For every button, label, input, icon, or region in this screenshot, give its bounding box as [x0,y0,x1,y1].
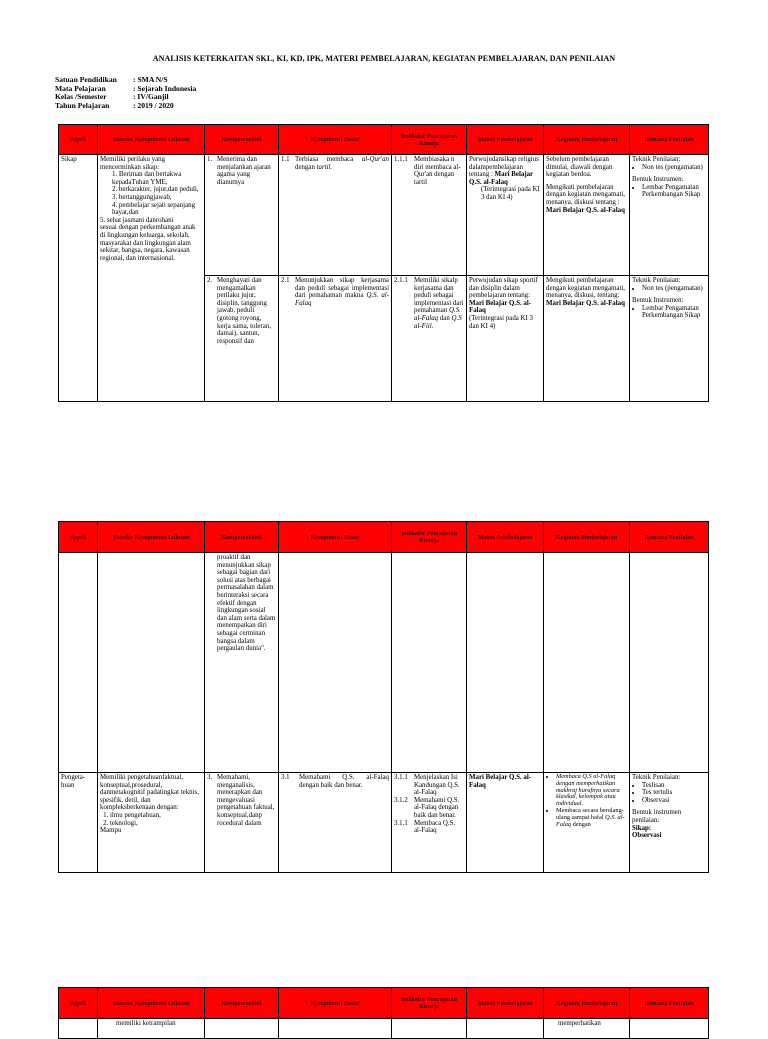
cell-penilaian [630,1019,709,1039]
kegiatan-bold: Mari Belajar Q.S. al-Falaq [546,299,625,307]
ipk-text: Menjelaskan Isi Kandungan Q.S. al-Falaq [414,774,460,797]
header-kd: Kompetensi Dasar [279,522,392,553]
ipk-text: Membiasaka n diri membaca al-Qur'an dengan tartil [414,156,461,186]
header-aspek: Aspek [59,522,98,553]
meta-value: : SMA N/S [133,75,168,84]
cell-penilaian [630,773,709,873]
penilaian-item: • Non tes (pengamatan) [642,285,706,293]
kd-text-italic: tartil. [316,163,333,171]
ipk-text-part: Memiliki sikalp kerjasama dan peduli sebagai implementasi dari pemahaman [414,277,464,315]
header-row [59,988,709,1019]
meta-label: Mata Pelajaran [55,83,106,93]
cell-ipk [392,276,467,402]
cell-kegiatan: memperhatikan [544,1019,630,1039]
kegiatan-text: dengan [571,820,591,828]
ipk-text-italic: Q.S al-Fiil. [414,314,462,330]
cell-skl [98,155,205,402]
cell-materi: Mari Belajar Q.S. al-Falaq [467,773,544,873]
kd-text [295,156,389,171]
materi-text: Perwujudan sikap sportif dan disiplin dalam pembelajaran tentang: [469,277,538,300]
cell-kegiatan [544,773,630,873]
ki-number: 1. [207,156,213,163]
ipk-text: Membaca Q.S. al-Falaq [414,819,456,835]
header-materi: Materi Pembelajaran [467,522,544,553]
ipk-text-part: dan [438,314,452,322]
kegiatan-text: Mengikuti pembelajaran dengan kegiatan mengamati, menanya, diskusi tentang : [546,183,626,206]
meta-label: Satuan Pendidikan [55,75,117,84]
header-materi: Materi Pembelajaran [467,125,544,155]
cell-kd [279,155,392,276]
cell-ki [205,773,279,873]
ipk-number: 3.1.1 [394,819,408,827]
kegiatan-text: Mengikuti pembelajaran dengan kegiatan mengamati, menanya, diskusi, tentang: [546,277,626,300]
meta-label: Tahun Pelajaran [55,100,110,110]
header-skl: Standar Kompetensi Lulusan [98,522,205,553]
skl-item: 4. pembelajar sejati sepanjang hayat,dan [112,201,196,217]
skl-tail: sesuai dengan perkembangan anak di lingkungan keluarga, sekolah, masyarakat dan lingkungan alam sekitar, bangsa, negara, kawasan regional, dan internasional. [100,224,196,262]
penilaian-item: • Observasi [642,797,706,805]
cell-materi [467,155,544,276]
penilaian-bold: Observasi [632,832,662,840]
skl-item: 2. teknologi, [110,820,202,828]
cell-ipk [392,773,467,873]
kegiatan-italic: Q.S. al-Falaq [556,813,625,828]
penilaian-item: • Lembar Pengamatan Perkembangan Sikap [642,305,706,320]
meta-row [55,102,196,111]
penilaian-label: Bentuk Instrumen: [632,297,684,305]
cell-kegiatan [544,155,630,276]
ki-text: Menerima dan menjalankan ajaran agama yang dianutnya [217,156,271,186]
ipk-text [414,277,464,330]
cell-kd [279,773,392,873]
cell-ki [205,155,279,276]
cell-ipk [392,1019,467,1039]
penilaian-label: Teknik Penilaian: [632,156,681,163]
cell-kd [279,1019,392,1039]
ipk-number: 3.1.1 [394,774,408,781]
header-row [59,522,709,553]
meta-block [55,76,196,110]
cell-kegiatan [544,553,630,773]
cell-ipk [392,155,467,276]
skl-intro: Memiliki perilaku yang mencerminkan sikap: [100,156,166,171]
cell-kegiatan [544,276,630,402]
header-ipk: Indikator Pencapaian Kinerja [392,988,467,1019]
cell-ki [205,276,279,402]
materi-note: (Terintegrasi pada KI 3 dan KI 4) [469,314,533,330]
cell-materi [467,553,544,773]
materi-bold: Mari Belajar Q.S. al-Falaq [469,171,533,186]
cell-penilaian [630,155,709,276]
header-ipk: Indikator Pencapaian Kinerja [392,125,467,155]
analysis-table-1 [58,124,709,402]
ipk-text: Memahami Q.S. al-Falaq dengan baik dan benar. [414,796,460,819]
header-materi: Materi Pembelajaran [467,988,544,1019]
skl-item: 1. Beriman dan bertakwa kepadaTuhan YME, [112,171,182,186]
cell-skl [98,773,205,873]
table-row [59,553,709,773]
header-skl: Standar Kompetensi Lulusan [98,125,205,155]
header-kd: Kompetensi Dasar [279,988,392,1019]
skl-text: Memiliki pengetahuanfaktual, konseptual,prosedural, danmetakognitif padatingkat teknis, spesifik, detil, dan kompleksberkenaan dengan: [100,774,199,812]
cell-ki: proaktif dan menunjukkan sikap sebagai bagian dari solusi atas berbagai permasalahan dalam berinteraksi secara efektif dengan lingkungan sosial dan alam serta dalam menempatkan diri sebagai cerminan bangsa dalam pergaulan dunia". [205,553,279,773]
kegiatan-item [556,808,627,828]
kd-number: 2.1 [281,277,290,284]
header-penilaian: Rencana Penilaian [630,988,709,1019]
meta-value: : Sejarah Indonesia [133,83,197,93]
meta-label: Kelas /Semester [55,92,107,102]
header-kd: Kompetensi Dasar [279,125,392,155]
meta-value: : IV/Ganjil [133,92,169,102]
kd-text-italic: Q.S. al-Falaq [295,292,389,307]
kd-text [295,277,389,307]
header-penilaian: Rencana Penilaian [630,125,709,155]
table-row [59,1019,709,1039]
kegiatan-bold: Mari Belajar Q.S. al-Falaq [546,206,625,214]
cell-skl [98,553,205,773]
penilaian-item: • Non tes (pengamatan) [642,164,706,172]
cell-kd [279,553,392,773]
meta-value: : 2019 / 2020 [133,100,174,110]
header-kegiatan: Kegiatan Pembelajaran [544,988,630,1019]
kd-text-part: Menunjukkan sikap kerjasama dan peduli sebagai implementasi dari pemahaman makna [295,277,389,300]
cell-ki [205,1019,279,1039]
skl-tail: Mampu [100,827,122,835]
ipk-number: 1.1.1 [394,156,408,163]
penilaian-label: Teknik Penilaian: [632,774,681,781]
penilaian-bold: Sikap: [632,824,652,832]
skl-item: 5. sehat jasmani danrohani [100,216,174,224]
header-kegiatan: Kegiatan Pembelajaran [544,125,630,155]
cell-materi [467,1019,544,1039]
penilaian-item: • Lembar Pengamatan Perkembangan Sikap [642,184,706,199]
header-ki: Kompetensiinti [205,522,279,553]
penilaian-label: Teknik Penilaian: [632,277,681,284]
penilaian-item: • Tes tertulis [642,789,706,797]
materi-note: (Terintegrasi pada KI 3 dan KI 4) [481,186,540,201]
header-row [59,125,709,155]
table-row [59,773,709,873]
header-kegiatan: Kegiatan Pembelajaran [544,522,630,553]
kd-number: 1.1 [281,156,290,163]
ki-number: 3. [207,774,213,781]
skl-item: 3. bertanggungjawab, [112,193,172,201]
header-penilaian: Rencana Penilaian [630,522,709,553]
ki-text: Menghayati dan mengamalkan perilaku jujur, disiplin, tanggung jawab, peduli (gotong royong, kerja sama, toleran, damai), santun, responsif dan [217,277,271,345]
kegiatan-text: Membaca secara berulang-ulang sampai hafal [556,806,624,821]
cell-skl: memiliki ketrampilan [98,1019,205,1039]
penilaian-label: Bentuk Instrumen: [632,176,684,184]
cell-penilaian [630,276,709,402]
materi-text: Perwujudansikap religius dalampembelajaran tentang : [469,156,539,179]
ipk-text-italic: Q.S. al-Falaq [414,307,461,322]
header-skl: Standar Kompetensi Lulusan [98,988,205,1019]
header-ipk: Indikator Pencapaian Kinerja [392,522,467,553]
kegiatan-text: Sebelum pembelajaran dimulai, diawali dengan kegiatan berdoa. [546,156,613,179]
ki-number: 2. [207,277,213,284]
header-ki: Kompetensiinti [205,125,279,155]
cell-aspek [59,553,98,773]
ipk-number: 2.1.1 [394,277,408,284]
analysis-table-3 [58,987,709,1039]
header-ki: Kompetensiinti [205,988,279,1019]
kd-text-part: dengan [295,163,317,171]
cell-aspek [59,1019,98,1039]
penilaian-label: Bentuk instrumen penilaian: [632,809,682,824]
ipk-number: 3.1.2 [394,796,408,804]
penilaian-item: • Teslisan [642,782,706,790]
cell-kd [279,276,392,402]
header-aspek: Aspek [59,125,98,155]
document-title: ANALISIS KETERKAITAN SKL, KI, KD, IPK, MATERI PEMBELAJARAN, KEGIATAN PEMBELAJARAN, DAN PENILAIAN [152,54,616,63]
skl-item: 2. berkarakter, jujur,dan peduli, [112,186,199,194]
cell-penilaian [630,553,709,773]
cell-materi [467,276,544,402]
materi-bold: Mari Belajar Q.S. al-Falaq [469,299,532,315]
cell-aspek: Pengeta-huan [59,773,98,873]
kd-number: 3.1 [281,774,290,781]
ki-text: Memahami, menganalisis, menerapkan dan mengevaluasi pengetahuan faktual, konseptual,danp rocedural dalam [217,774,275,827]
kd-text: Memahami Q.S. al-Falaq dengan baik dan benar. [299,774,389,789]
cell-aspek: Sikap [59,155,98,402]
cell-ipk [392,553,467,773]
kd-text-part: Terbiasa membaca [295,156,362,163]
table-row [59,155,709,276]
skl-item: 1. ilmu pengetahuan, [110,812,202,820]
kegiatan-item: • Membaca Q.S al-Falaq dengan memperhatikan makhraj hurufnya secara klasikal, kelompok atau individual. [556,774,627,808]
analysis-table-2 [58,521,709,873]
header-aspek: Aspek [59,988,98,1019]
kd-text-italic: al-Qur'an [361,156,389,163]
